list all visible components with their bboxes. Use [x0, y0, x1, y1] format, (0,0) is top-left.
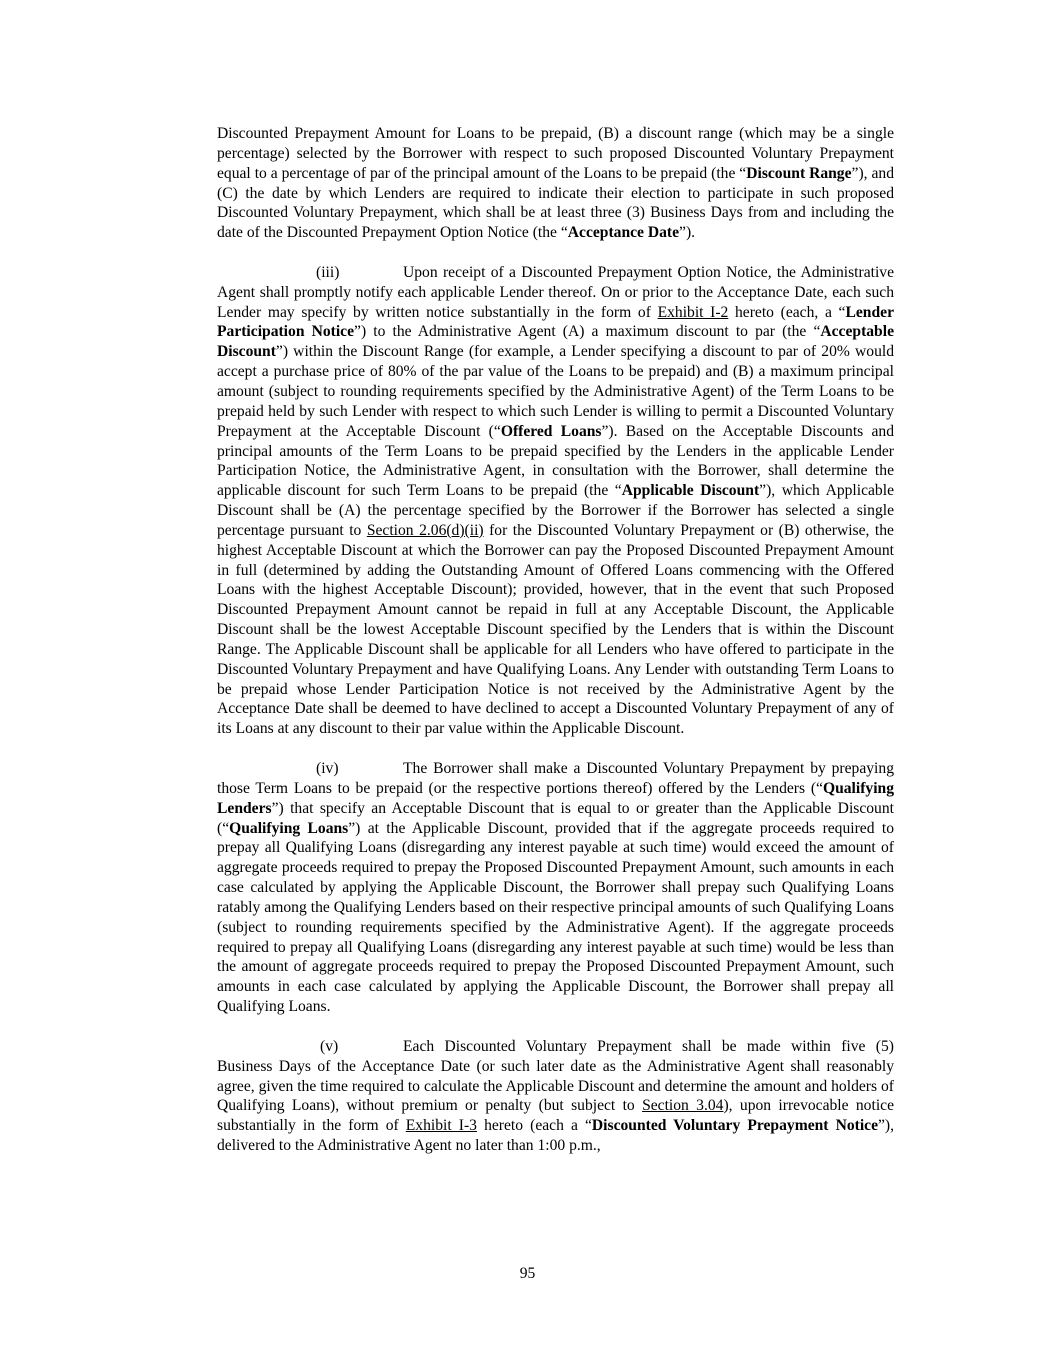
text-run: ”). Based on the Acceptable Discounts and principal amounts of the Term Loans to be prepaid specified by the Lenders in the applicable Lender Participation Notice, the Administrative Agent, in consultation with the Borrower, shall determine the applicable discount for such Term Loans to be prepaid (the “ — [217, 422, 894, 500]
defined-term: Qualifying Loans — [229, 819, 349, 837]
text-run: for the Discounted Voluntary Prepayment or (B) otherwise, the highest Acceptable Discount at which the Borrower can pay the Proposed Discounted Prepayment Amount in full (determined by adding the Outstanding Amount of Offered Loans commencing with the Offered Loans with the highest Acceptable Discount); provided, however, that in the event that such Proposed Discounted Prepayment Amount cannot be repaid in full at any Acceptable Discount, the Applicable Discount shall be the lowest Acceptable Discount specified by the Lenders that is within the Discount Range. The Applicable Discount shall be applicable for all Lenders who have offered to participate in the Discounted Voluntary Prepayment and have Qualifying Loans. Any Lender with outstanding Term Loans to be prepaid whose Lender Participation Notice is not received by the Administrative Agent by the Acceptance Date shall be deemed to have declined to accept a Discounted Voluntary Prepayment of any of its Loans at any discount to their par value within the Applicable Discount. — [217, 521, 894, 738]
cross-reference: Exhibit I-3 — [405, 1117, 477, 1135]
text-run: ”), delivered to the Administrative Agent no later than 1:00 p.m., — [217, 1117, 895, 1155]
text-run: ”) to the Administrative Agent (A) a maximum discount to par (the “ — [354, 323, 821, 341]
defined-term: Offered Loans — [500, 422, 602, 440]
defined-term: Applicable Discount — [621, 482, 760, 500]
text-run: hereto (each a “ — [476, 1117, 592, 1135]
text-run: ”). — [679, 224, 696, 242]
text-run: ”) within the Discount Range (for example, a Lender specifying a discount to par of 20% would accept a purchase price of 80% of the par value of the Loans to be prepaid) and (B) a maximum principal amount (subject to rounding requirements specified by the Administrative Agent) of the Term Loans to be prepaid held by such Lender with respect to which such Lender is willing to permit a Discounted Voluntary Prepayment at the Acceptable Discount (“ — [217, 343, 894, 440]
text-run: hereto (each, a “ — [728, 303, 846, 321]
page-number: 95 — [519, 1265, 536, 1282]
cross-reference: Section 3.04 — [642, 1097, 724, 1115]
text-run: ”) that specify an Acceptable Discount that is equal to or greater than the Applicable Discount (“ — [217, 799, 894, 837]
paragraph-number: (iv) — [316, 760, 339, 777]
paragraph-continuation — [217, 124, 894, 243]
paragraph-number: (iii) — [316, 263, 340, 281]
text-run: Each Discounted Voluntary Prepayment shall be made within five (5) Business Days of the Acceptance Date (or such later date as the Administrative Agent shall reasonably agree, given the time required to calculate the Applicable Discount and determine the amount and holders of Qualifying Loans), without premium or penalty (but subject to — [217, 1037, 894, 1115]
text-run: ”) at the Applicable Discount, provided that if the aggregate proceeds required to prepay all Qualifying Loans (disregarding any interest payable at such time) would exceed the amount of aggregate proceeds required to prepay the Proposed Discounted Prepayment Amount, such amounts in each case calculated by applying the Applicable Discount, the Borrower shall prepay such Qualifying Loans ratably among the Qualifying Lenders based on their respective principal amounts of such Qualifying Loans (subject to rounding requirements specified by the Administrative Agent). If the aggregate proceeds required to prepay all Qualifying Loans (disregarding any interest payable at such time) would be less than the amount of aggregate proceeds required to prepay the Proposed Discounted Prepayment Amount, such amounts in each case calculated by applying the Applicable Discount, the Borrower shall prepay all Qualifying Loans. — [217, 819, 894, 1016]
paragraph-iv — [217, 759, 894, 1017]
text-run: Upon receipt of a Discounted Prepayment Option Notice, the Administrative Agent shall promptly notify each applicable Lender thereof. On or prior to the Acceptance Date, each such Lender may specify by written notice substantially in the form of — [217, 263, 894, 321]
paragraph-number: (v) — [320, 1037, 339, 1055]
defined-term: Discounted Voluntary Prepayment Notice — [591, 1117, 878, 1135]
cross-reference: Section 2.06(d)(ii) — [366, 521, 484, 539]
text-run: Discounted Prepayment Amount for Loans to be prepaid, (B) a discount range (which may be a single percentage) selected by the Borrower with respect to such proposed Discounted Voluntary Prepayment equal to a percentage of par of the principal amount of the Loans to be prepaid (the “ — [217, 125, 894, 182]
text-run: ), upon irrevocable notice substantially in the form of — [217, 1097, 894, 1135]
paragraph-v — [217, 1037, 894, 1156]
defined-term: Qualifying Lenders — [217, 779, 894, 817]
defined-term: Acceptable Discount — [217, 323, 894, 361]
text-run: The Borrower shall make a Discounted Voluntary Prepayment by prepaying those Term Loans to be prepaid (or the respective portions thereof) offered by the Lenders (“ — [217, 760, 894, 797]
text-run: ”), and (C) the date by which Lenders are required to indicate their election to participate in such proposed Discounted Voluntary Prepayment, which shall be at least three (3) Business Days from and including the date of the Discounted Prepayment Option Notice (the “ — [217, 164, 894, 242]
body-text — [217, 124, 894, 1156]
cross-reference: Exhibit I-2 — [657, 303, 729, 321]
text-run: ”), which Applicable Discount shall be (A) the percentage specified by the Borrower if the Borrower has selected a single percentage pursuant to — [217, 482, 894, 539]
defined-term: Discount Range — [746, 164, 852, 182]
defined-term: Lender Participation Notice — [217, 303, 894, 341]
paragraph-iii — [217, 263, 894, 739]
defined-term: Acceptance Date — [567, 224, 680, 242]
